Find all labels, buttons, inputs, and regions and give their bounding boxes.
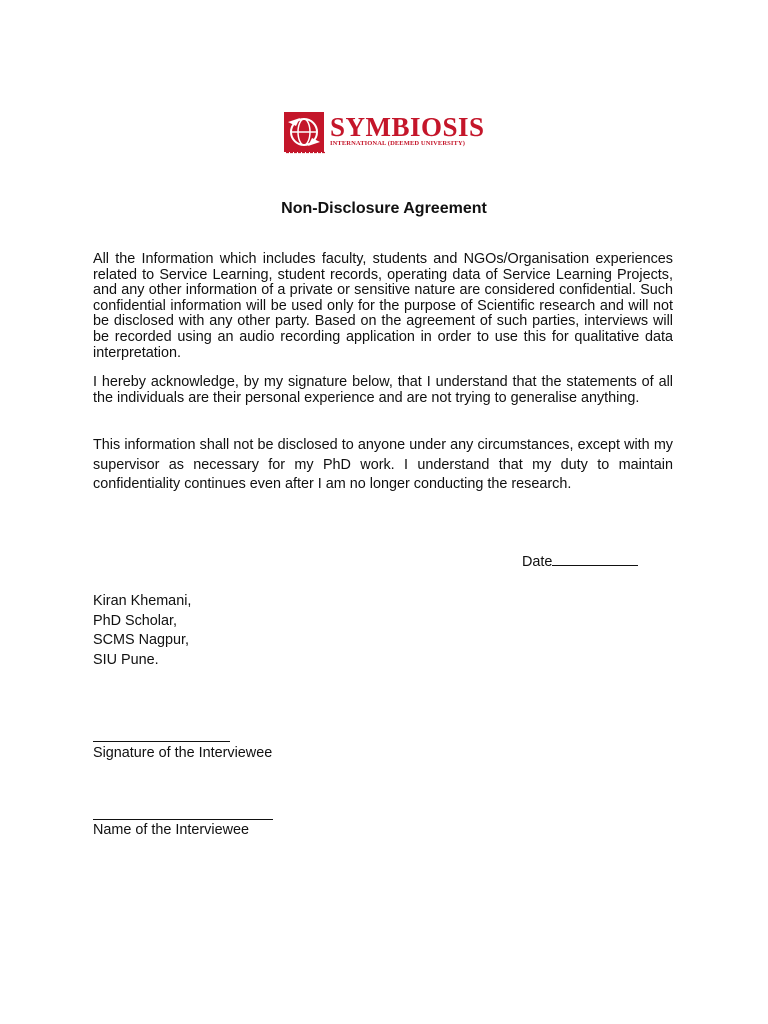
researcher-institute: SCMS Nagpur, xyxy=(93,632,189,648)
researcher-role: PhD Scholar, xyxy=(93,612,177,629)
disclosure-paragraph: This information shall not be disclosed to anyone under any circumstances, except with my supervisor as necessary for my PhD work. I understand that my duty to maintain confidentiality continues even after I am no longer conducting the research. xyxy=(93,437,673,492)
signature-blank-line xyxy=(93,741,230,742)
researcher-name: Kiran Khemani, xyxy=(93,593,192,609)
logo-motto xyxy=(284,150,328,155)
researcher-university: SIU Pune. xyxy=(93,651,159,668)
date-label: Date xyxy=(522,554,553,570)
confidentiality-paragraph: All the Information which includes faculty, students and NGOs/Organisation experiences related to Service Learning, student records, operating data of Service Learning Projects, and any other information of a private or sensitive nature are considered confidential. Such confidential information will be used only for the purpose of Scientific research and will not be disclosed with any other party. Based on the agreement of such parties, interviews will be recorded using an audio recording application in order to use this for qualitative data interpretation. xyxy=(93,251,673,361)
symbiosis-logo xyxy=(284,112,494,156)
date-blank-line xyxy=(552,552,638,566)
logo-subtitle: INTERNATIONAL (DEEMED UNIVERSITY) xyxy=(330,140,466,147)
globe-emblem-icon xyxy=(284,112,324,152)
researcher-details xyxy=(93,592,191,670)
date-field xyxy=(522,552,638,570)
document-title: Non-Disclosure Agreement xyxy=(281,200,487,217)
name-blank-line xyxy=(93,819,273,820)
logo-name: SYMBIOSIS xyxy=(330,112,485,142)
signature-label: Signature of the Interviewee xyxy=(93,745,273,761)
acknowledgement-paragraph: I hereby acknowledge, by my signature below, that I understand that the statements of all the individuals are their personal experience and are not trying to generalise anything. xyxy=(93,374,673,406)
name-label: Name of the Interviewee xyxy=(93,822,249,838)
